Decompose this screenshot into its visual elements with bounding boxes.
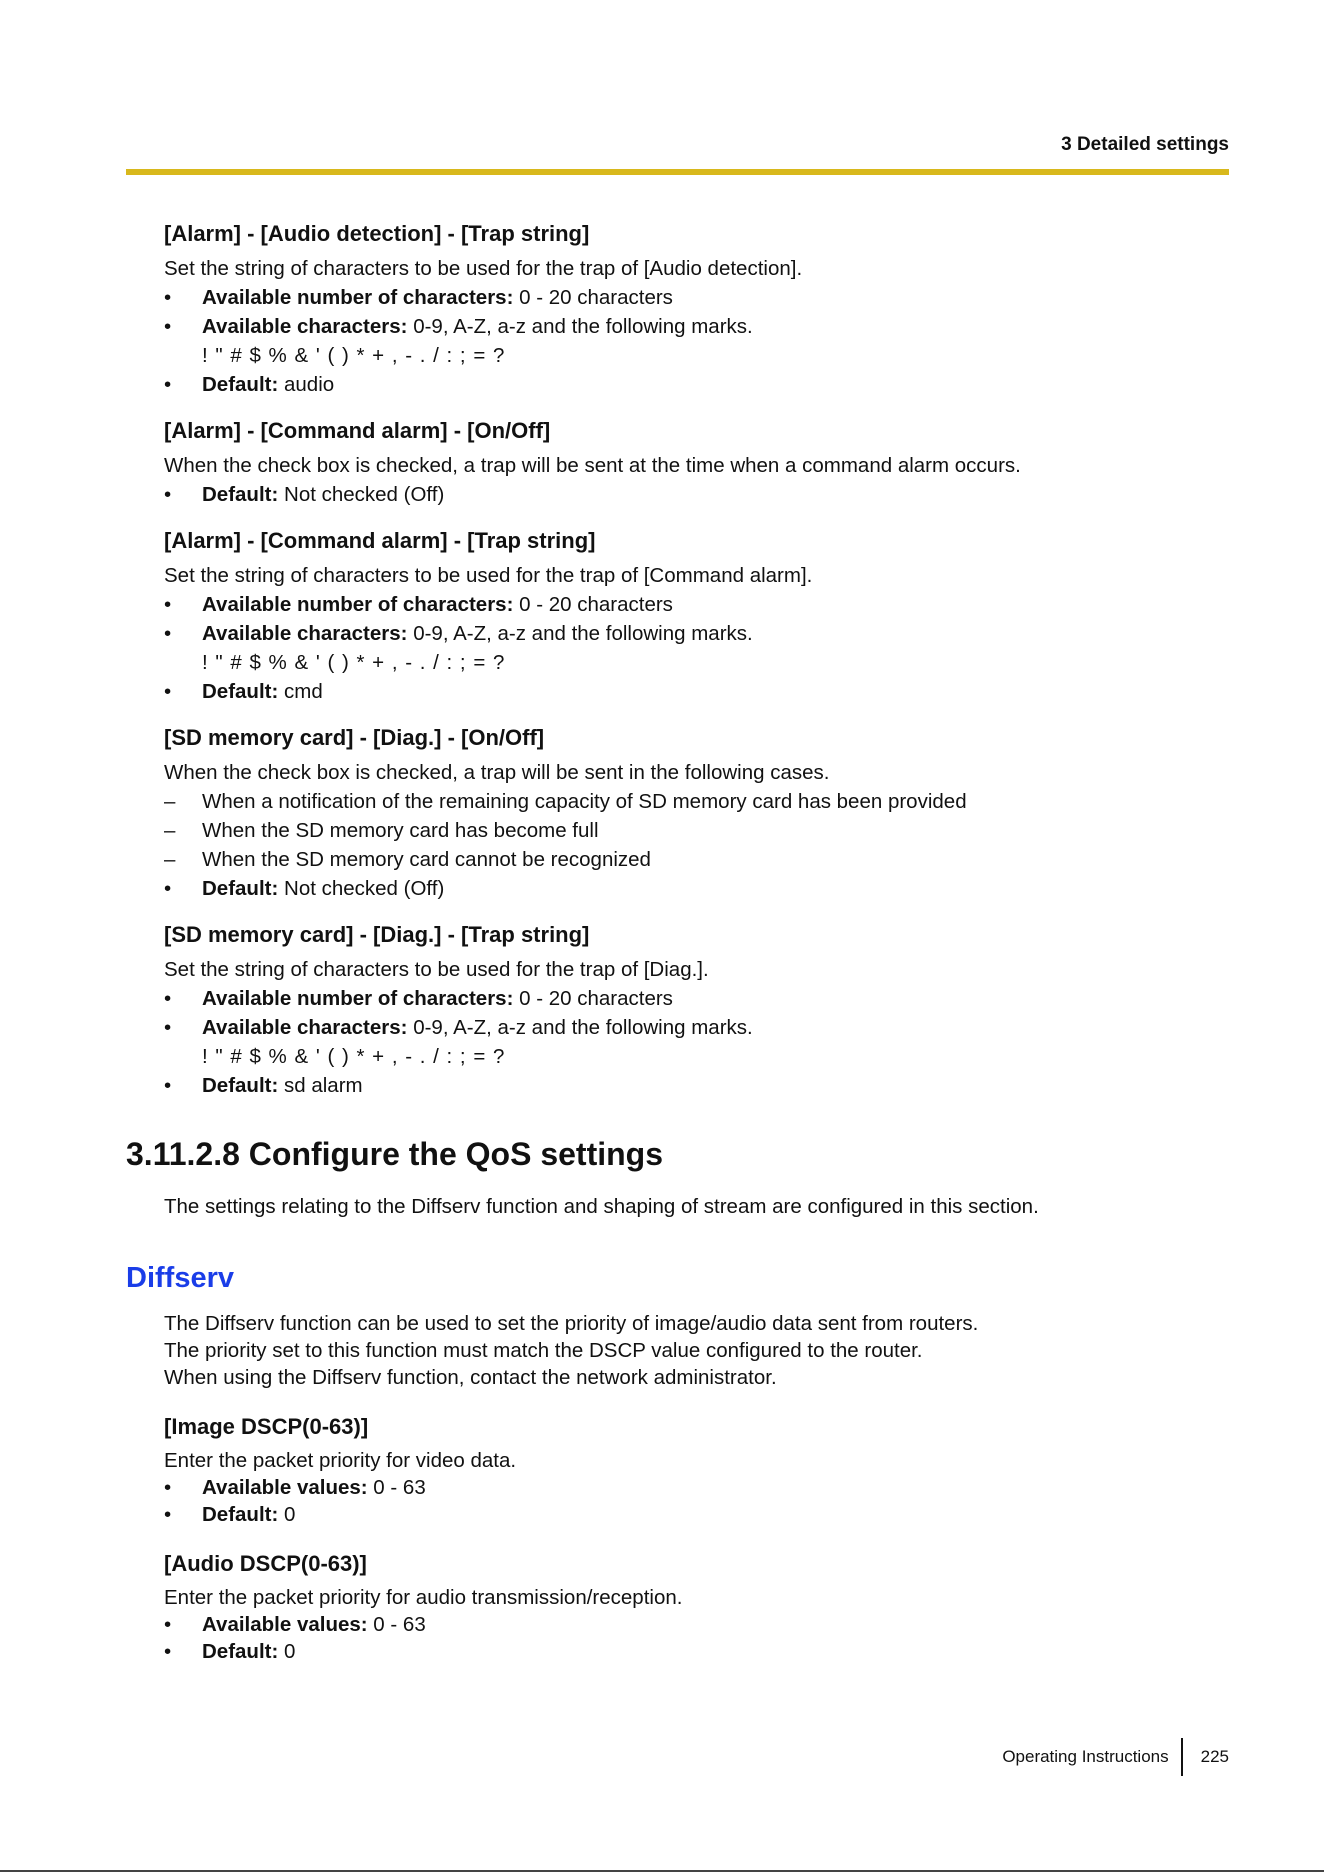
bullet-mark: •: [164, 877, 172, 900]
document-name: Operating Instructions: [1002, 1747, 1169, 1766]
bullet-mark: •: [164, 987, 172, 1010]
dash-mark: –: [164, 790, 176, 813]
param-description: Set the string of characters to be used for the trap of [Diag.].: [164, 958, 709, 981]
bullet-mark: •: [164, 680, 172, 703]
param-title: [Alarm] - [Audio detection] - [Trap string]: [164, 221, 590, 246]
item-label: Default:: [202, 680, 279, 703]
item-label: Default:: [202, 1640, 279, 1663]
bullet-mark: •: [164, 1476, 172, 1499]
item-value: 0 - 20 characters: [513, 593, 673, 616]
list-item: [164, 1474, 1234, 1501]
list-item: [164, 1638, 1234, 1665]
list-item: [164, 1013, 1234, 1042]
bullet-mark: •: [164, 315, 172, 338]
bullet-mark: •: [164, 483, 172, 506]
item-value: 0-9, A-Z, a-z and the following marks.: [407, 315, 753, 338]
list-item: [164, 370, 1234, 399]
list-item: [164, 677, 1234, 706]
list-item: [164, 1501, 1234, 1528]
param-command-alarm-onoff: [164, 415, 1234, 509]
param-description: Set the string of characters to be used for the trap of [Audio detection].: [164, 257, 803, 280]
parameter-list: [164, 218, 1234, 1116]
item-label: Available number of characters:: [202, 987, 514, 1010]
item-value: cmd: [278, 680, 323, 703]
bullet-mark: •: [164, 1613, 172, 1636]
list-item: [164, 1611, 1234, 1638]
allowed-marks: ! " # $ % & ' ( ) * + , - . / : ; = ?: [202, 1045, 506, 1068]
dash-mark: –: [164, 848, 176, 871]
bullet-mark: •: [164, 1074, 172, 1097]
item-value: 0: [278, 1640, 296, 1663]
item-label: Available characters:: [202, 622, 408, 645]
list-item: [164, 787, 1234, 816]
item-value: 0 - 63: [367, 1613, 426, 1636]
bullet-mark: •: [164, 593, 172, 616]
item-value: When a notification of the remaining capacity of SD memory card has been provided: [202, 790, 967, 813]
item-value: 0 - 20 characters: [513, 987, 673, 1010]
param-description: When the check box is checked, a trap will be sent at the time when a command alarm occurs.: [164, 454, 1021, 477]
item-label: Default:: [202, 1503, 279, 1526]
item-value: 0-9, A-Z, a-z and the following marks.: [407, 622, 753, 645]
item-value: 0-9, A-Z, a-z and the following marks.: [407, 1016, 753, 1039]
item-value: Not checked (Off): [278, 483, 445, 506]
bullet-mark: •: [164, 622, 172, 645]
bullet-mark: •: [164, 1503, 172, 1526]
bullet-mark: •: [164, 286, 172, 309]
list-item: [164, 283, 1234, 312]
list-item: [164, 480, 1234, 509]
param-audio-trap-string: [164, 218, 1234, 399]
param-sd-diag-onoff: [164, 722, 1234, 903]
item-value: When the SD memory card cannot be recognized: [202, 848, 651, 871]
item-label: Available values:: [202, 1613, 368, 1636]
list-item: [164, 619, 1234, 648]
param-description: Set the string of characters to be used for the trap of [Command alarm].: [164, 564, 813, 587]
item-value: 0 - 63: [367, 1476, 426, 1499]
item-label: Default:: [202, 1074, 279, 1097]
bullet-mark: •: [164, 1016, 172, 1039]
dash-mark: –: [164, 819, 176, 842]
section-title: 3.11.2.8 Configure the QoS settings: [126, 1136, 664, 1172]
intro-line: The priority set to this function must match the DSCP value configured to the router.: [164, 1339, 923, 1362]
section-intro: The settings relating to the Diffserv function and shaping of stream are configured in this section.: [164, 1195, 1039, 1218]
item-label: Default:: [202, 483, 279, 506]
bullet-mark: •: [164, 1640, 172, 1663]
param-sd-diag-trap-string: [164, 919, 1234, 1100]
param-title: [Image DSCP(0-63)]: [164, 1414, 369, 1439]
running-header: 3 Detailed settings: [1061, 134, 1229, 155]
param-description: Enter the packet priority for video data.: [164, 1449, 517, 1472]
page-footer: [1002, 1738, 1229, 1776]
param-title: [Alarm] - [Command alarm] - [On/Off]: [164, 418, 551, 443]
item-value: 0: [278, 1503, 296, 1526]
item-label: Default:: [202, 877, 279, 900]
item-value: 0 - 20 characters: [513, 286, 673, 309]
subsection-title: Diffserv: [126, 1262, 234, 1294]
list-item: [164, 590, 1234, 619]
item-label: Available number of characters:: [202, 286, 514, 309]
list-item: [164, 1071, 1234, 1100]
intro-line: When using the Diffserv function, contact the network administrator.: [164, 1366, 777, 1389]
item-label: Available values:: [202, 1476, 368, 1499]
param-audio-dscp: [164, 1548, 1234, 1665]
diffserv-content: [164, 1310, 1234, 1681]
param-description: When the check box is checked, a trap will be sent in the following cases.: [164, 761, 830, 784]
bullet-mark: •: [164, 373, 172, 396]
param-title: [SD memory card] - [Diag.] - [On/Off]: [164, 725, 545, 750]
list-item: [164, 874, 1234, 903]
allowed-marks: ! " # $ % & ' ( ) * + , - . / : ; = ?: [202, 344, 506, 367]
allowed-marks: ! " # $ % & ' ( ) * + , - . / : ; = ?: [202, 651, 506, 674]
param-title: [Audio DSCP(0-63)]: [164, 1551, 367, 1576]
list-item: [164, 816, 1234, 845]
item-label: Available characters:: [202, 1016, 408, 1039]
param-title: [SD memory card] - [Diag.] - [Trap string]: [164, 922, 590, 947]
item-value: Not checked (Off): [278, 877, 445, 900]
param-title: [Alarm] - [Command alarm] - [Trap string]: [164, 528, 596, 553]
intro-line: The Diffserv function can be used to set the priority of image/audio data sent from routers.: [164, 1312, 979, 1335]
item-label: Available number of characters:: [202, 593, 514, 616]
param-image-dscp: [164, 1411, 1234, 1528]
list-item: [164, 312, 1234, 341]
item-value: sd alarm: [278, 1074, 363, 1097]
param-command-alarm-trap-string: [164, 525, 1234, 706]
list-item: [164, 845, 1234, 874]
header-rule: [126, 169, 1229, 175]
page-number: 225: [1200, 1747, 1229, 1766]
item-label: Available characters:: [202, 315, 408, 338]
item-value: audio: [278, 373, 335, 396]
param-description: Enter the packet priority for audio transmission/reception.: [164, 1586, 683, 1609]
item-value: When the SD memory card has become full: [202, 819, 599, 842]
list-item: [164, 984, 1234, 1013]
item-label: Default:: [202, 373, 279, 396]
